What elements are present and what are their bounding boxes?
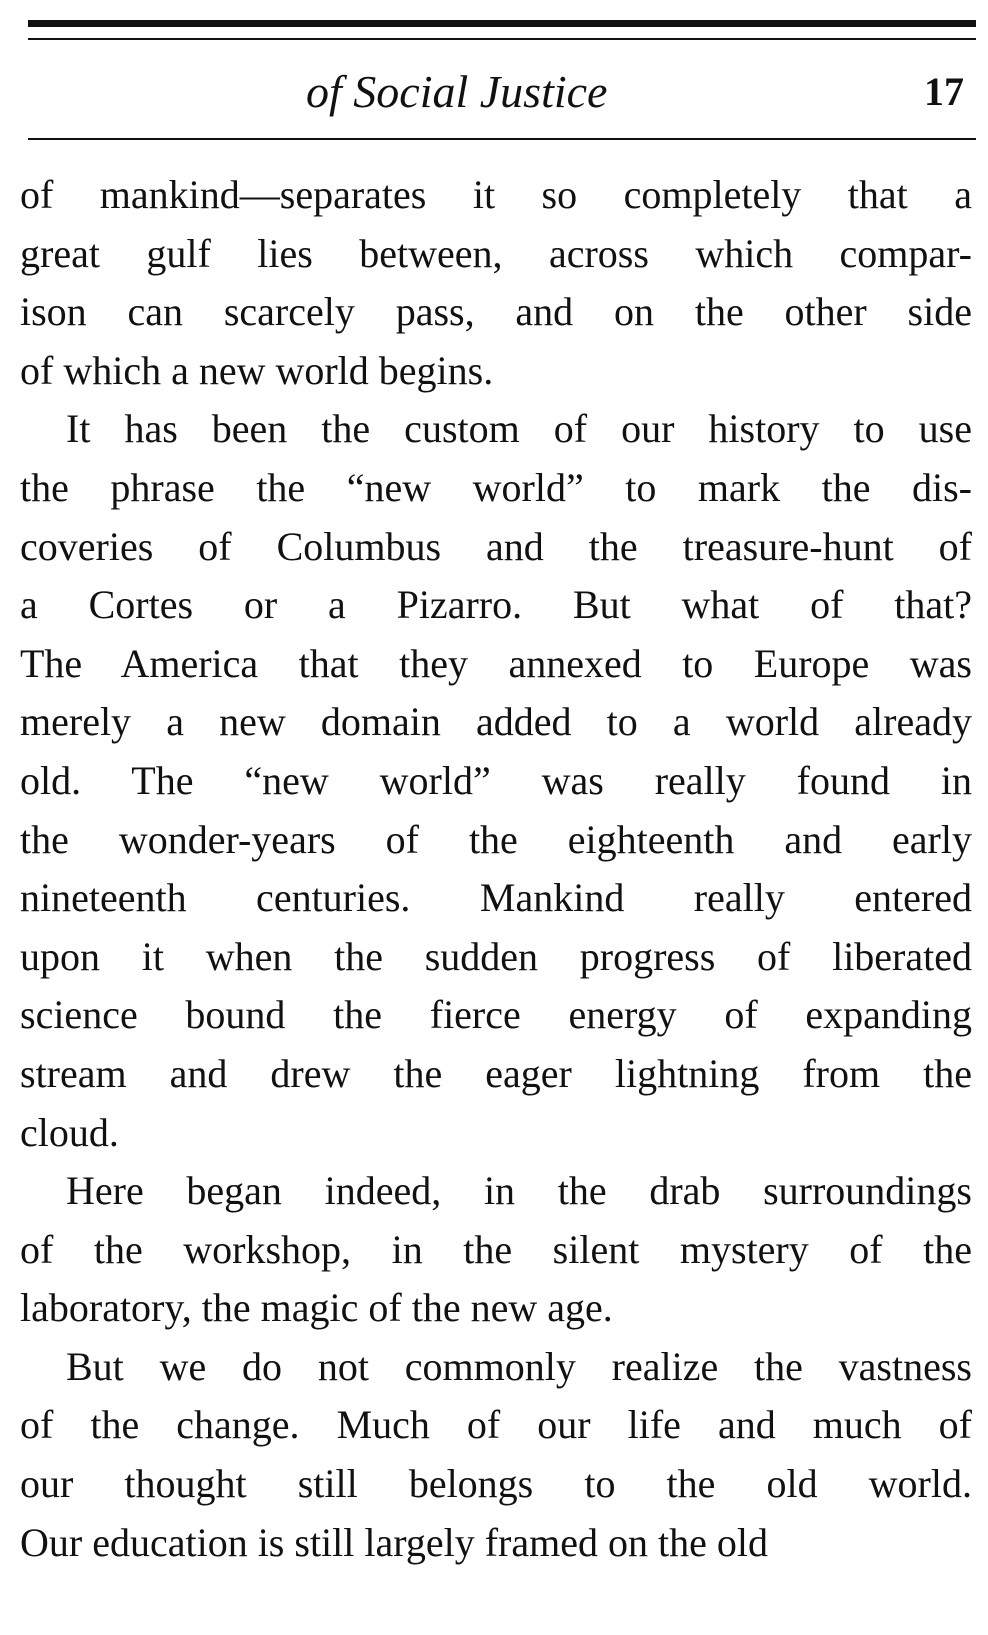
text-line: upon it when the sudden progress of liberated (20, 933, 972, 979)
text-line: of mankind—separates it so completely that a (20, 172, 972, 217)
text-line: stream and drew the eager lightning from the (20, 1050, 972, 1096)
text-line: coveries of Columbus and the treasure-hunt of (20, 523, 972, 569)
running-title: of Social Justice (306, 66, 608, 117)
body-text (20, 166, 972, 1572)
paragraph (20, 1338, 972, 1572)
text-line: the wonder-years of the eighteenth and early (20, 816, 972, 862)
paragraph (20, 400, 972, 1162)
text-line: a Cortes or a Pizarro. But what of that? (20, 582, 972, 628)
text-line: Here began indeed, in the drab surroundings (66, 1168, 972, 1214)
text-line: old. The “new world” was really found in (20, 757, 972, 803)
paragraph (20, 166, 972, 400)
text-line: merely a new domain added to a world already (20, 699, 972, 745)
text-line: nineteenth centuries. Mankind really entered (20, 875, 972, 921)
text-line: The America that they annexed to Europe was (20, 640, 972, 686)
running-head (0, 62, 988, 122)
text-line: But we do not commonly realize the vastness (66, 1343, 972, 1389)
text-line: of the change. Much of our life and much of (20, 1402, 972, 1448)
text-line: great gulf lies between, across which compar- (20, 230, 972, 276)
text-line: cloud. (20, 1109, 119, 1155)
text-line: science bound the fierce energy of expanding (20, 992, 972, 1038)
text-line: laboratory, the magic of the new age. (20, 1285, 613, 1331)
header-rule-thick (28, 20, 976, 27)
text-line: of which a new world begins. (20, 347, 494, 393)
text-line: Our education is still largely framed on the old (20, 1519, 768, 1565)
paragraph (20, 1162, 972, 1338)
text-line: our thought still belongs to the old world. (20, 1461, 972, 1507)
page-number: 17 (924, 69, 964, 114)
text-line: the phrase the “new world” to mark the dis- (20, 464, 972, 510)
text-line: of the workshop, in the silent mystery of the (20, 1226, 972, 1272)
running-head-rule (28, 138, 976, 140)
text-line: ison can scarcely pass, and on the other side (20, 289, 972, 335)
text-line: It has been the custom of our history to use (66, 406, 972, 452)
header-rule-thin (28, 38, 976, 40)
